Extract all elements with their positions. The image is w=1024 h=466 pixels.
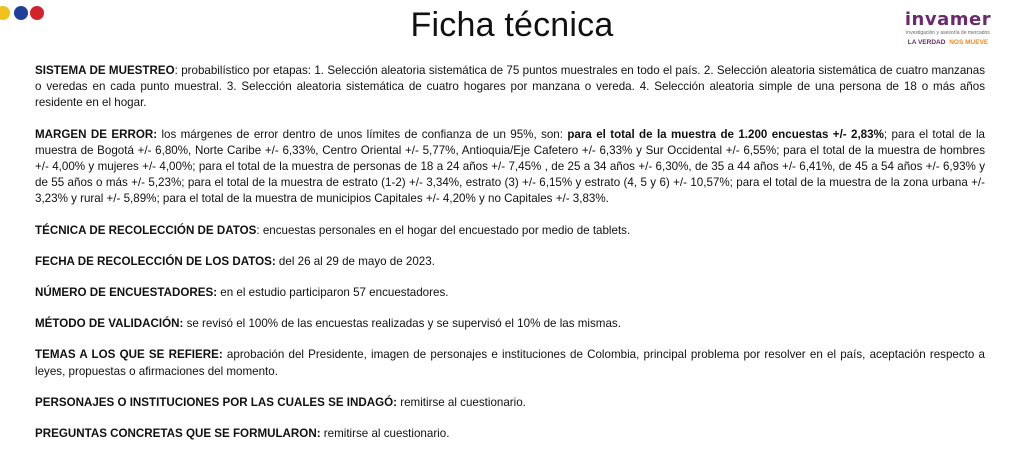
section-text: : encuestas personales en el hogar del encuestado por medio de tablets.: [256, 223, 631, 237]
logo-wordmark: invamer: [904, 9, 992, 30]
section-text: ; para el total de la muestra de Bogotá +/- 6,80%, Norte Caribe +/- 6,33%, Centro Oriental +/- 5,77%, Antioquia/Eje Cafetero +/- 6,33% y Sur Occidental +/- 6,55%; para el total de la muestra de hombres +/- 4,00% y mujeres +/- 4,00%; para el total de la muestra de personas de 18 a 24 años +/- 7,45% , de 25 a 34 años +/- 6,30%, de 35 a 44 años +/- 6,41%, de 45 a 54 años +/- 6,93% y de 55 años o más +/- 5,23%; para el total de la muestra de estrato (1-2) +/- 3,34%, estrato (3) +/- 6,15% y estrato (4, 5 y 6) +/- 10,57%; para el total de la muestra de la zona urbana +/- 3,23% y rural +/- 5,89%; para el total de la muestra de municipios Capitales +/- 4,20% y no Capitales +/- 3,83%.: [35, 127, 985, 206]
invamer-logo: [900, 10, 996, 46]
section-label: MARGEN DE ERROR:: [35, 127, 158, 141]
section-text: del 26 al 29 de mayo de 2023.: [275, 254, 435, 268]
section-text: se revisó el 100% de las encuestas realizadas y se supervisó el 10% de las mismas.: [183, 317, 621, 331]
section-text: en el estudio participaron 57 encuestadores.: [217, 286, 449, 300]
section-label: PERSONAJES O INSTITUCIONES POR LAS CUALES SE INDAGÓ:: [35, 395, 398, 409]
section-tecnica-recoleccion: [35, 223, 985, 239]
page-title: Ficha técnica: [410, 6, 614, 44]
section-margen-error: [35, 127, 985, 208]
section-sistema-muestreo: [35, 63, 985, 112]
section-text: remitirse al cuestionario.: [397, 395, 526, 409]
section-label: PREGUNTAS CONCRETAS QUE SE FORMULARON:: [35, 427, 321, 441]
section-label: SISTEMA DE MUESTREO: [35, 64, 175, 77]
technical-sheet-body: [35, 63, 985, 442]
logo-subtitle: investigación y asesoría de mercados: [906, 30, 990, 36]
section-label: TÉCNICA DE RECOLECCIÓN DE DATOS: [35, 223, 257, 237]
section-temas: [35, 347, 985, 379]
section-metodo-validacion: [35, 316, 985, 332]
section-text: los márgenes de error dentro de unos límites de confianza de un 95%, son:: [157, 127, 568, 141]
section-numero-encuestadores: [35, 285, 985, 301]
section-text: : probabilístico por etapas: 1. Selección aleatoria sistemática de 75 puntos muestrales en todo el país. 2. Selección aleatoria sistemática de cuatro manzanas o veredas en cada punto muestral. 3. Selección aleatoria sistemática de cuatro hogares por manzana o vereda. 4. Selección aleatoria simple de una persona de 18 o más años residente en el hogar.: [35, 64, 985, 110]
logo-tagline-part1: LA VERDAD: [907, 39, 946, 46]
section-text-emphasis: para el total de la muestra de 1.200 encuestas +/- 2,83%: [567, 127, 884, 141]
section-label: NÚMERO DE ENCUESTADORES:: [35, 286, 218, 300]
logo-tagline-part2: NOS MUEVE: [949, 39, 989, 46]
logo-tagline: [900, 39, 996, 46]
section-text: remitirse al cuestionario.: [320, 427, 450, 441]
section-preguntas-concretas: [35, 426, 985, 442]
section-fecha-recoleccion: [35, 254, 985, 270]
section-text: aprobación del Presidente, imagen de personajes e instituciones de Colombia, principal problema por resolver en el país, aceptación respecto a leyes, propuestas o afirmaciones del momento.: [35, 348, 986, 378]
section-label: FECHA DE RECOLECCIÓN DE LOS DATOS:: [35, 254, 276, 268]
section-label: TEMAS A LOS QUE SE REFIERE:: [35, 348, 223, 362]
section-personajes-instituciones: [35, 395, 985, 411]
section-label: MÉTODO DE VALIDACIÓN:: [35, 317, 184, 331]
